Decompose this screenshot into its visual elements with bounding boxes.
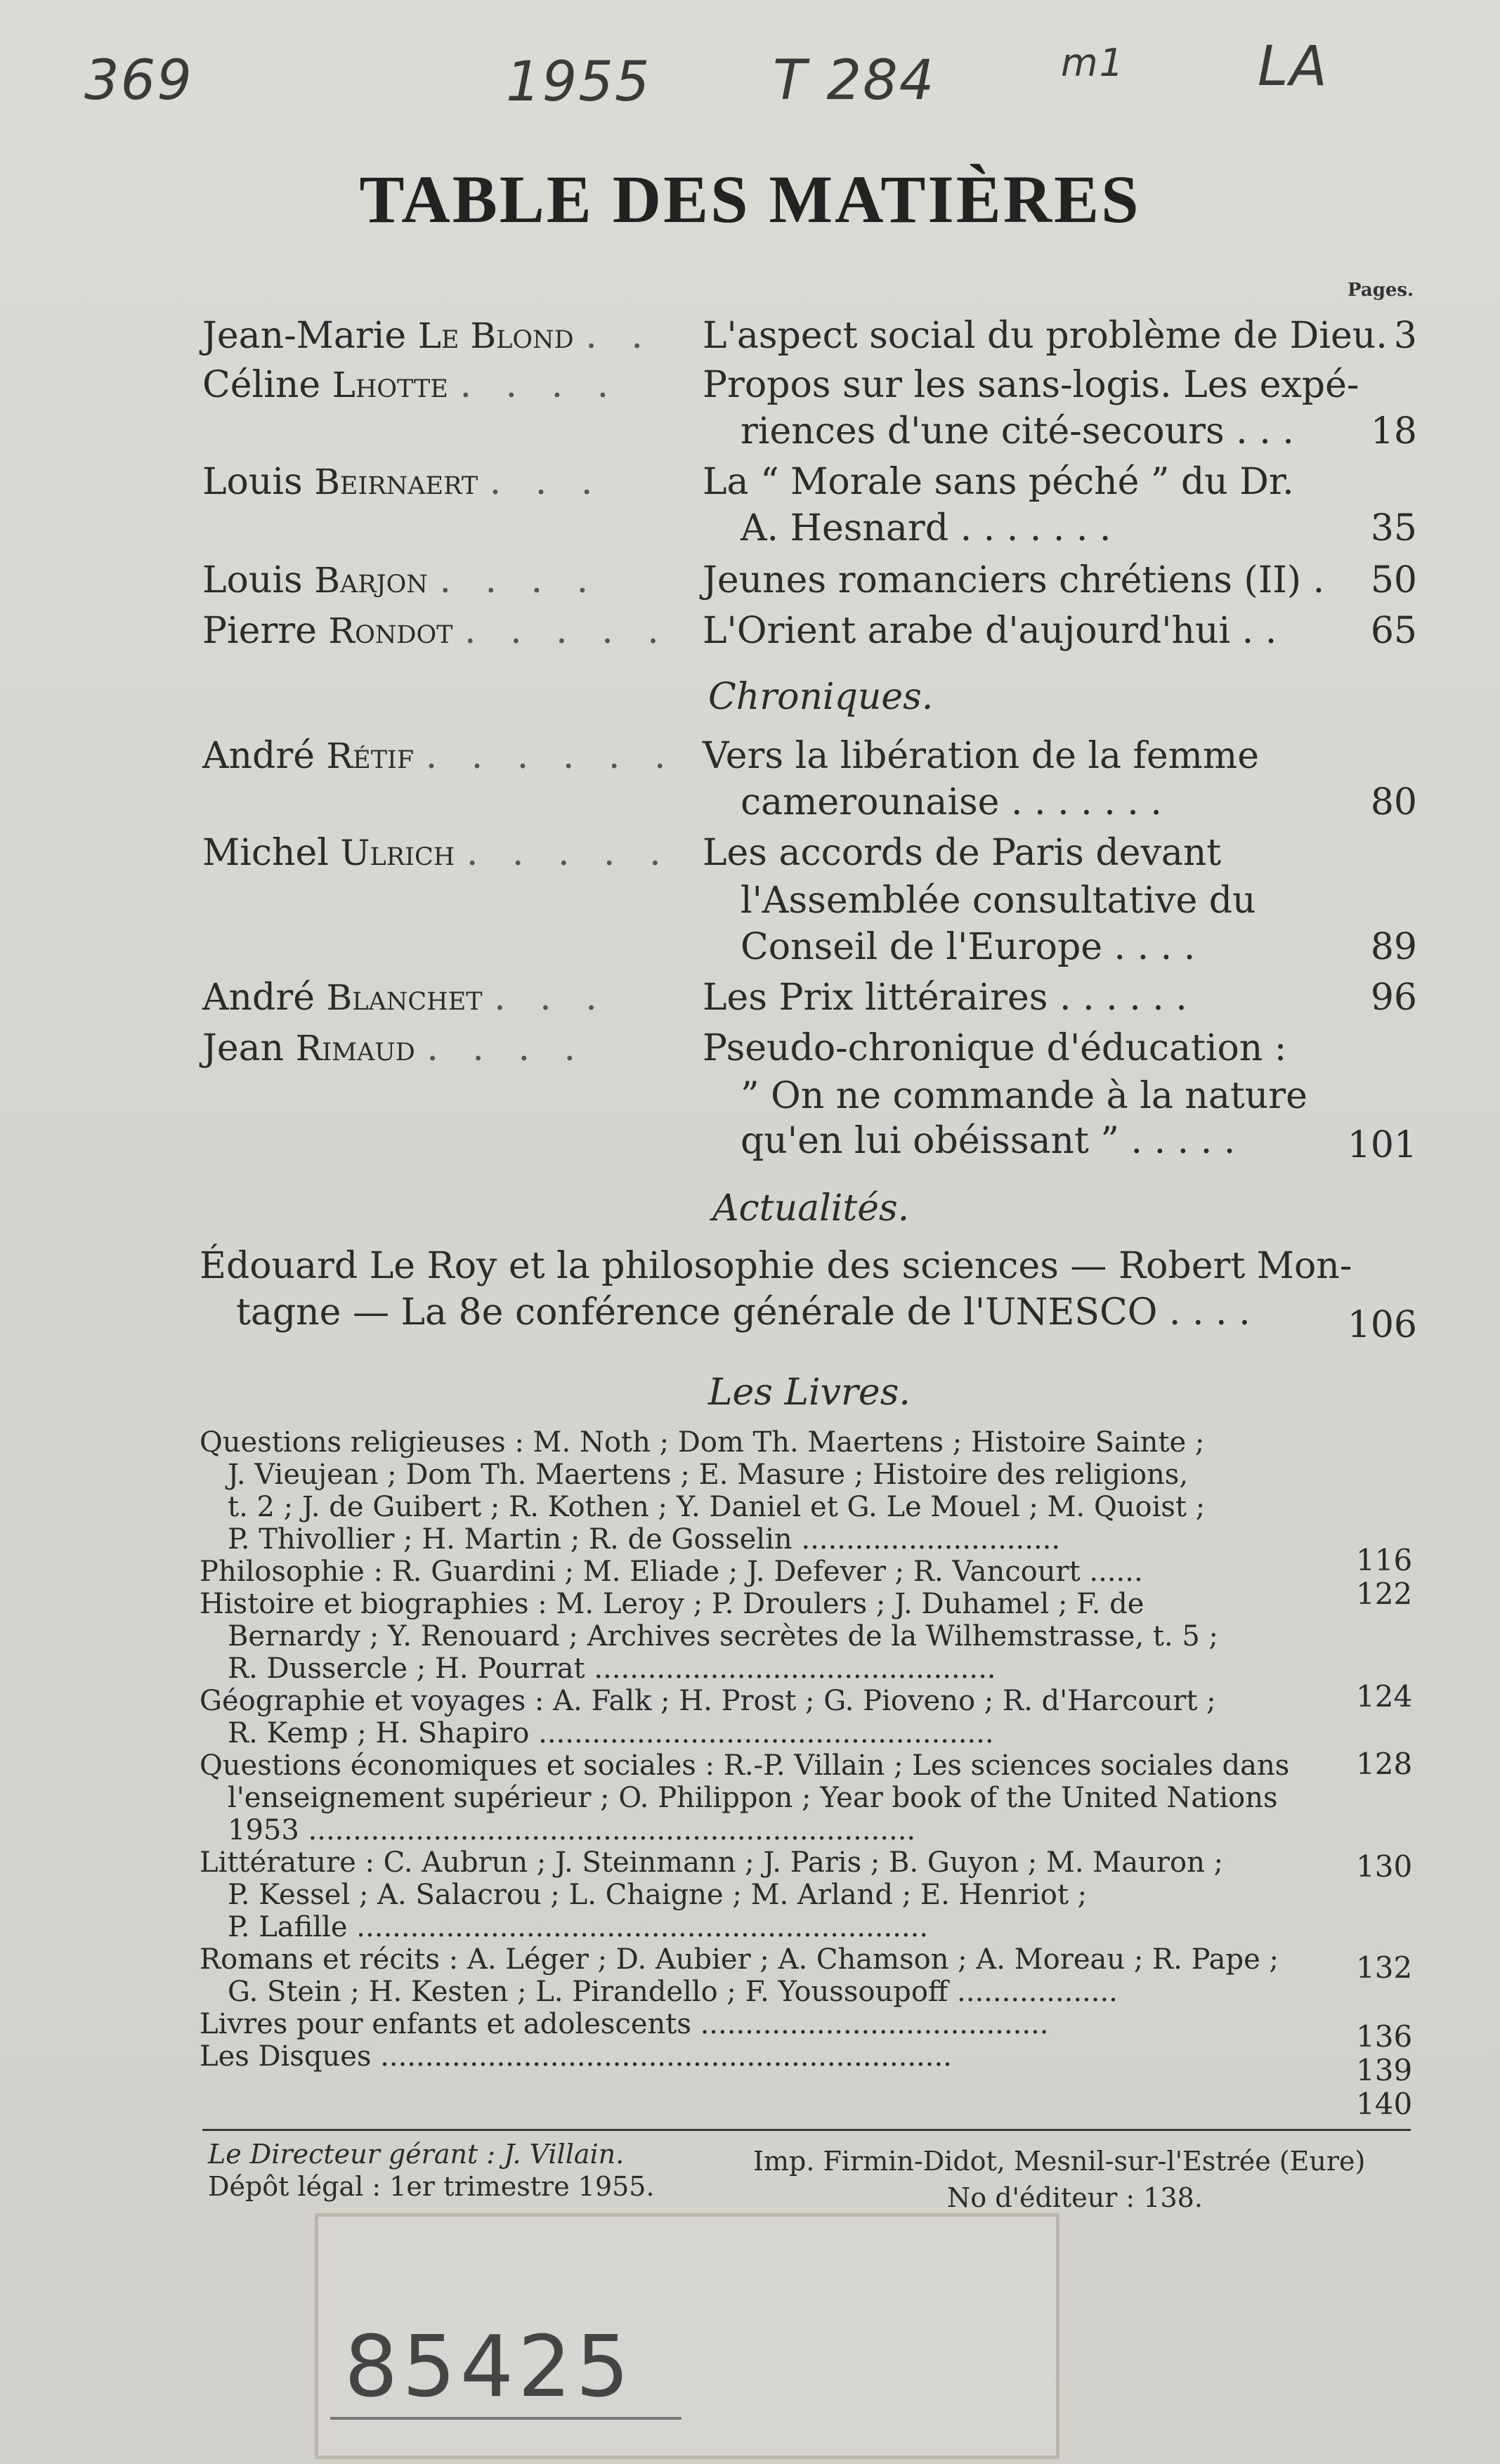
actualites-line: tagne — La 8e conférence générale de l'UNESCO . . . .	[236, 1291, 1251, 1334]
book-line: Philosophie : R. Guardini ; M. Eliade ; J. Defever ; R. Vancourt ......	[200, 1556, 1143, 1588]
book-line: P. Thivollier ; H. Martin ; R. de Gosselin .............................	[228, 1523, 1061, 1556]
toc-title: l'Assemblée consultative du	[741, 880, 1256, 922]
toc-page-number: 89	[1370, 926, 1417, 968]
footer-printer: Imp. Firmin-Didot, Mesnil-sur-l'Estrée (Eure)	[753, 2146, 1366, 2177]
book-line: P. Kessel ; A. Salacrou ; L. Chaigne ; M. Arland ; E. Henriot ;	[228, 1879, 1088, 1911]
toc-author: André Rétif . . . . . .	[202, 735, 677, 777]
book-page-number: 124	[1356, 1679, 1413, 1714]
footer-depot: Dépôt légal : 1er trimestre 1955.	[208, 2171, 655, 2202]
divider	[202, 2129, 1411, 2131]
stamp-underline	[330, 2417, 681, 2420]
book-line: Littérature : C. Aubrun ; J. Steinmann ; J. Paris ; B. Guyon ; M. Mauron ;	[200, 1846, 1224, 1879]
book-line: Questions économiques et sociales : R.-P. Villain ; Les sciences sociales dans	[200, 1749, 1290, 1782]
handwritten-note: T 284	[773, 49, 936, 112]
book-page-number: 132	[1356, 1950, 1413, 1985]
book-page-number: 139	[1356, 2053, 1413, 2087]
toc-title: Jeunes romanciers chrétiens (II) .	[703, 559, 1325, 601]
book-line: Histoire et biographies : M. Leroy ; P. Droulers ; J. Duhamel ; F. de	[200, 1588, 1144, 1620]
toc-page-number: 80	[1370, 781, 1417, 823]
toc-title: ” On ne commande à la nature	[741, 1075, 1307, 1117]
toc-title: Les Prix littéraires . . . . . .	[703, 977, 1187, 1019]
toc-page-number: 65	[1370, 610, 1417, 652]
toc-title: L'aspect social du problème de Dieu.	[703, 315, 1388, 357]
toc-title: camerounaise . . . . . . .	[741, 781, 1162, 823]
handwritten-note: m1	[1061, 41, 1125, 85]
book-line: G. Stein ; H. Kesten ; L. Pirandello ; F. Youssoupoff ..................	[228, 1976, 1118, 2008]
section-heading-actualites: Actualités.	[712, 1187, 910, 1230]
book-line: Questions religieuses : M. Noth ; Dom Th. Maertens ; Histoire Sainte ;	[200, 1426, 1205, 1459]
toc-title: Propos sur les sans-logis. Les expé-	[703, 364, 1359, 406]
toc-page-number: 35	[1370, 507, 1417, 549]
page-title: TABLE DES MATIÈRES	[359, 162, 1141, 237]
toc-title: Les accords de Paris devant	[703, 832, 1222, 874]
toc-author: Louis Barjon . . . .	[202, 559, 600, 601]
toc-author: Jean Rimaud . . . .	[202, 1027, 587, 1069]
book-line: Géographie et voyages : A. Falk ; H. Prost ; G. Pioveno ; R. d'Harcourt ;	[200, 1685, 1216, 1717]
toc-title: Conseil de l'Europe . . . .	[741, 926, 1196, 968]
book-page-number: 140	[1356, 2087, 1413, 2121]
handwritten-note: LA	[1258, 35, 1329, 98]
section-heading-livres: Les Livres.	[708, 1371, 911, 1414]
stamp-number: 85425	[344, 2319, 634, 2416]
pages-column-label: Pages.	[1348, 280, 1414, 301]
toc-page-number: 96	[1370, 977, 1417, 1019]
toc-page-number: 106	[1347, 1304, 1417, 1346]
book-line: P. Lafille ................................................................	[228, 1911, 929, 1943]
toc-page-number: 50	[1370, 559, 1417, 601]
section-heading-chroniques: Chroniques.	[708, 676, 934, 718]
book-line: l'enseignement supérieur ; O. Philippon ; Year book of the United Nations	[228, 1782, 1278, 1814]
toc-author: Jean-Marie Le Blond . .	[202, 315, 654, 357]
toc-page-number: 3	[1393, 315, 1417, 357]
toc-author: Pierre Rondot . . . . .	[202, 610, 670, 652]
book-page-number: 130	[1356, 1849, 1413, 1884]
book-line: Romans et récits : A. Léger ; D. Aubier ; A. Chamson ; A. Moreau ; R. Pape ;	[200, 1943, 1279, 1976]
footer-director: Le Directeur gérant : J. Villain.	[208, 2139, 625, 2170]
toc-title: Vers la libération de la femme	[703, 735, 1259, 777]
toc-title: A. Hesnard . . . . . . .	[741, 507, 1111, 549]
book-page-number: 122	[1356, 1577, 1413, 1611]
toc-page-number: 18	[1370, 410, 1417, 452]
actualites-line: Édouard Le Roy et la philosophie des sciences — Robert Mon-	[200, 1245, 1352, 1287]
book-page-number: 128	[1356, 1747, 1413, 1781]
toc-title: La “ Morale sans péché ” du Dr.	[703, 461, 1294, 503]
book-line: R. Dussercle ; H. Pourrat .............................................	[228, 1653, 996, 1685]
toc-author: Michel Ulrich . . . . .	[202, 832, 672, 874]
book-line: 1953 ....................................................................	[228, 1814, 916, 1846]
book-line: Bernardy ; Y. Renouard ; Archives secrètes de la Wilhemstrasse, t. 5 ;	[228, 1620, 1219, 1653]
book-line: R. Kemp ; H. Shapiro ...................................................	[228, 1717, 994, 1749]
toc-title: L'Orient arabe d'aujourd'hui . .	[703, 610, 1277, 652]
book-line: J. Vieujean ; Dom Th. Maertens ; E. Masure ; Histoire des religions,	[228, 1459, 1189, 1491]
book-page-number: 116	[1356, 1543, 1413, 1577]
toc-page-number: 101	[1347, 1124, 1417, 1166]
book-page-number: 136	[1356, 2019, 1413, 2054]
footer-editor-number: No d'éditeur : 138.	[947, 2182, 1203, 2213]
book-line: Livres pour enfants et adolescents .......................................	[200, 2008, 1049, 2040]
book-line: Les Disques ................................................................	[200, 2040, 952, 2073]
toc-title: qu'en lui obéissant ” . . . . .	[741, 1120, 1236, 1162]
toc-title: Pseudo-chronique d'éducation :	[703, 1027, 1287, 1069]
handwritten-note: 1955	[506, 51, 651, 114]
handwritten-note: 369	[84, 49, 193, 112]
book-line: t. 2 ; J. de Guibert ; R. Kothen ; Y. Daniel et G. Le Mouel ; M. Quoist ;	[228, 1491, 1206, 1523]
toc-author: Louis Beirnaert . . .	[202, 461, 604, 503]
toc-author: Céline Lhotte . . . .	[202, 364, 620, 406]
toc-author: André Blanchet . . .	[202, 977, 608, 1019]
toc-title: riences d'une cité-secours . . .	[741, 410, 1294, 452]
